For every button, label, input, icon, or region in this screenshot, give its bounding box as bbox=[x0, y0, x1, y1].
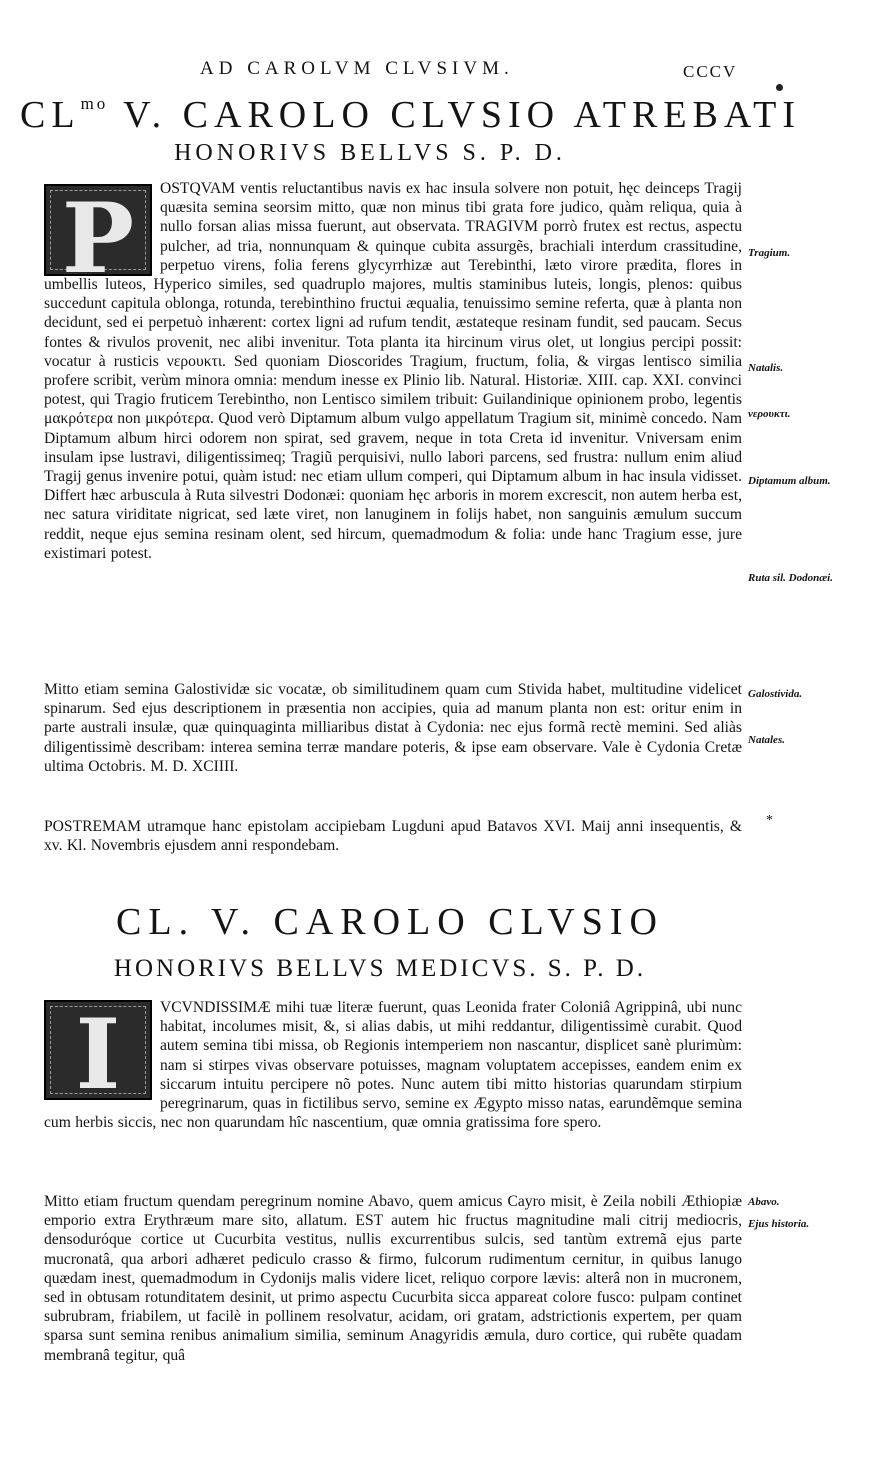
margin-note-galostivida: Galostivida. bbox=[748, 688, 803, 700]
initial-letter: I bbox=[75, 1000, 121, 1100]
margin-note-natalis: Natalis. bbox=[748, 362, 784, 374]
letter1-paragraph-1: OSTQVAM ventis reluctantibus navis ex hac insula solvere non potuit, hęc deinceps Tragij quæsita semina seorsim mitto, quæ non minus tibi grata fore judico, quàm reliqua, quia à nullo forsan alias missa fuerunt, aut observata. TRAGIVM porrò frutex est rectus, aspectu pulcher, ad tria, nonnunquam & quinque cubita assurgẽs, brachiali interdum crassitudine, perpetuo virens, folia ferens glycyrrhizæ aut Terebinthi, læto virore prædita, flores in umbellis luteos, Hyperico similes, sed quadruplo majores, multis staminibus luteis, longis, plenos: quibus succedunt capitula oblonga, rotunda, terebinthino fructui æqualia, tenuissimo semine referta, quæ à planta non decidunt, sed ei perpetuò inhærent: cortex ligni ad rufum tendit, æstateque resinam fundit, sed paucam. Secus fontes & rivulos provenit, nec alibi invenitur. Tota planta ita hircinum virus olet, ut longius percipi possit: vocatur à rusticis νερουκτι. Sed quoniam Dioscorides Tragium, fructum, folia, & virgas lentisco similia profere scribit, verùm minora omnia: mendum inesse ex Plinio lib. Natural. Historiæ. XIII. cap. XXI. convinci potest, qui Tragio fruticem Terebintho, non Lentisco similem tribuit: Guilandinique opinionem probo, legentis μακρότερα non μικρότερα. Quod verò Diptamum album vulgo appellatum Tragium sit, minimè concedo. Nam Diptamum album hirci odorem non spirat, sed gravem, neque in tota Creta id invenitur. Vniversam enim insulam ipse lustravi, diligentissimeq; Tragiũ perquisivi, nullo labori parcens, sed frustra: nullum enim aliud Tragij genus invenire potui, quàm istud: nec etiam ullum comperi, qui Diptamum album in hac insula vidisset. Differt hæc arbuscula à Ruta silvestri Dodonæi: quoniam hęc arboris in morem excrescit, non autem herba est, nec satura viriditate nigricat, sed læte viret, non lanuginem in folijs habet, non sanguinis æmulum succum reddit, neque ejus semina resinam olent, sed hircum, quemadmodum & folia: unde hanc Tragium esse, jure existimari potest. bbox=[44, 180, 742, 562]
margin-note-diptamum: Diptamum album. bbox=[748, 475, 831, 487]
initial-spacer bbox=[44, 998, 154, 1096]
letter2-title: CL. V. CAROLO CLVSIO bbox=[116, 901, 664, 943]
running-head: AD CAROLVM CLVSIVM. bbox=[200, 58, 514, 79]
letter1-paragraph-2: Mitto etiam semina Galostividæ sic vocatæ, ob similitudinem quam cum Stivida habet, multitudine videlicet spinarum. Sed ejus descriptionem in præsentia non accipies, quia ad manum planta non est: oritur enim in parte australi insulæ, quæ quinquaginta milliaribus distat à Cydonia: nec ejus formã rectè memini. Sed aliàs diligentissimè describam: interea semina terræ mandare poteris, & ipse eam observare. Vale è Cydonia Cretæ ultima Octobris. M. D. XCIIII. bbox=[44, 681, 742, 775]
letter1-postscript-block bbox=[44, 817, 742, 855]
initial-spacer bbox=[44, 179, 154, 271]
margin-note-ruta: Ruta sil. Dodonæi. bbox=[748, 572, 833, 584]
letter2-paragraph-2: Mitto etiam fructum quendam peregrinum nomine Abavo, quem amicus Cayro misit, è Zeila nobili Æthiopiæ emporio extra Erythræum mare sito, allatum. EST autem hic fructus magnitudine mali citrij mediocris, densoduróque cortice ut Cucurbita vestitus, nullis excurrentibus sulcis, sed tantùm extremã ejus parte mucronatâ, qua arbori adhæret pediculo crasso & firmo, fulcorum rudimentum cernitur, in quibus lanugo quædam inest, quemadmodum in Cydonijs malis videre licet, reliquo corpore lævis: alterâ non in mucronem, sed in obtusam rotunditatem desinit, ut primo aspectu Cucurbita sicca appareat colore fusco: pulpam continet subrubram, friabilem, ut facilè in pollinem resolvatur, acidam, ori gratam, adstrictionis expertem, per quam sparsa sunt semina renibus animalium similia, seminum Anagyridis æmula, duro cortice, qui rubẽte quadam membranâ tegitur, quâ bbox=[44, 1193, 742, 1364]
letter1-title-rest: V. CAROLO CLVSIO ATREBATI bbox=[108, 94, 801, 136]
letter1-subtitle: HONORIVS BELLVS S. P. D. bbox=[174, 140, 566, 166]
letter1-title bbox=[20, 93, 801, 137]
letter1-title-superscript: mo bbox=[80, 94, 109, 113]
margin-note-ejus-historia: Ejus historia. bbox=[748, 1218, 810, 1230]
margin-note-neroukti: νερουκτι. bbox=[748, 408, 791, 420]
letter2-subtitle: HONORIVS BELLVS MEDICVS. S. P. D. bbox=[113, 955, 647, 982]
margin-note-tragium: Tragium. bbox=[748, 247, 791, 259]
letter1-postscript: POSTREMAM utramque hanc epistolam accipiebam Lugduni apud Batavos XVI. Maij anni insequentis, & xv. Kl. Novembris ejusdem anni respondebam. bbox=[44, 818, 742, 855]
letter1-paragraph-2-block bbox=[44, 680, 742, 776]
letter1-title-prefix: CL bbox=[20, 94, 81, 136]
letter2-paragraph-1: VCVNDISSIMÆ mihi tuæ literæ fuerunt, quas Leonida frater Coloniâ Agrippinâ, ubi nunc habitat, incolumes misit, &, si alias dabis, ut mihi reddantur, diligentissimè curabit. Quod autem semina tibi missa, ob Regionis intemperiem non nascantur, displicet sanè plurimùm: nam si stirpes vivas observare potuisses, magnam voluptatem accepisses, eandem enim ex siccarum intuitu percipere nõ potes. Nunc autem tibi mitto historias quarundam stirpium peregrinarum, quas in fictilibus servo, semine ex Ægypto misso natas, earundẽmque semina cum herbis siccis, nec non quarundam hîc nascentium, quæ omnia gratissima fore spero. bbox=[44, 999, 742, 1132]
page-number: CCCV bbox=[683, 62, 738, 81]
letter2-paragraph-2-block bbox=[44, 1192, 742, 1365]
letter1-body bbox=[44, 179, 742, 563]
initial-letter: P bbox=[61, 184, 135, 276]
margin-note-abavo: Abavo. bbox=[748, 1196, 780, 1208]
margin-asterisk: * bbox=[766, 813, 773, 828]
letter2-body bbox=[44, 998, 742, 1132]
margin-note-natales: Natales. bbox=[748, 734, 785, 746]
ink-speck bbox=[776, 84, 783, 91]
